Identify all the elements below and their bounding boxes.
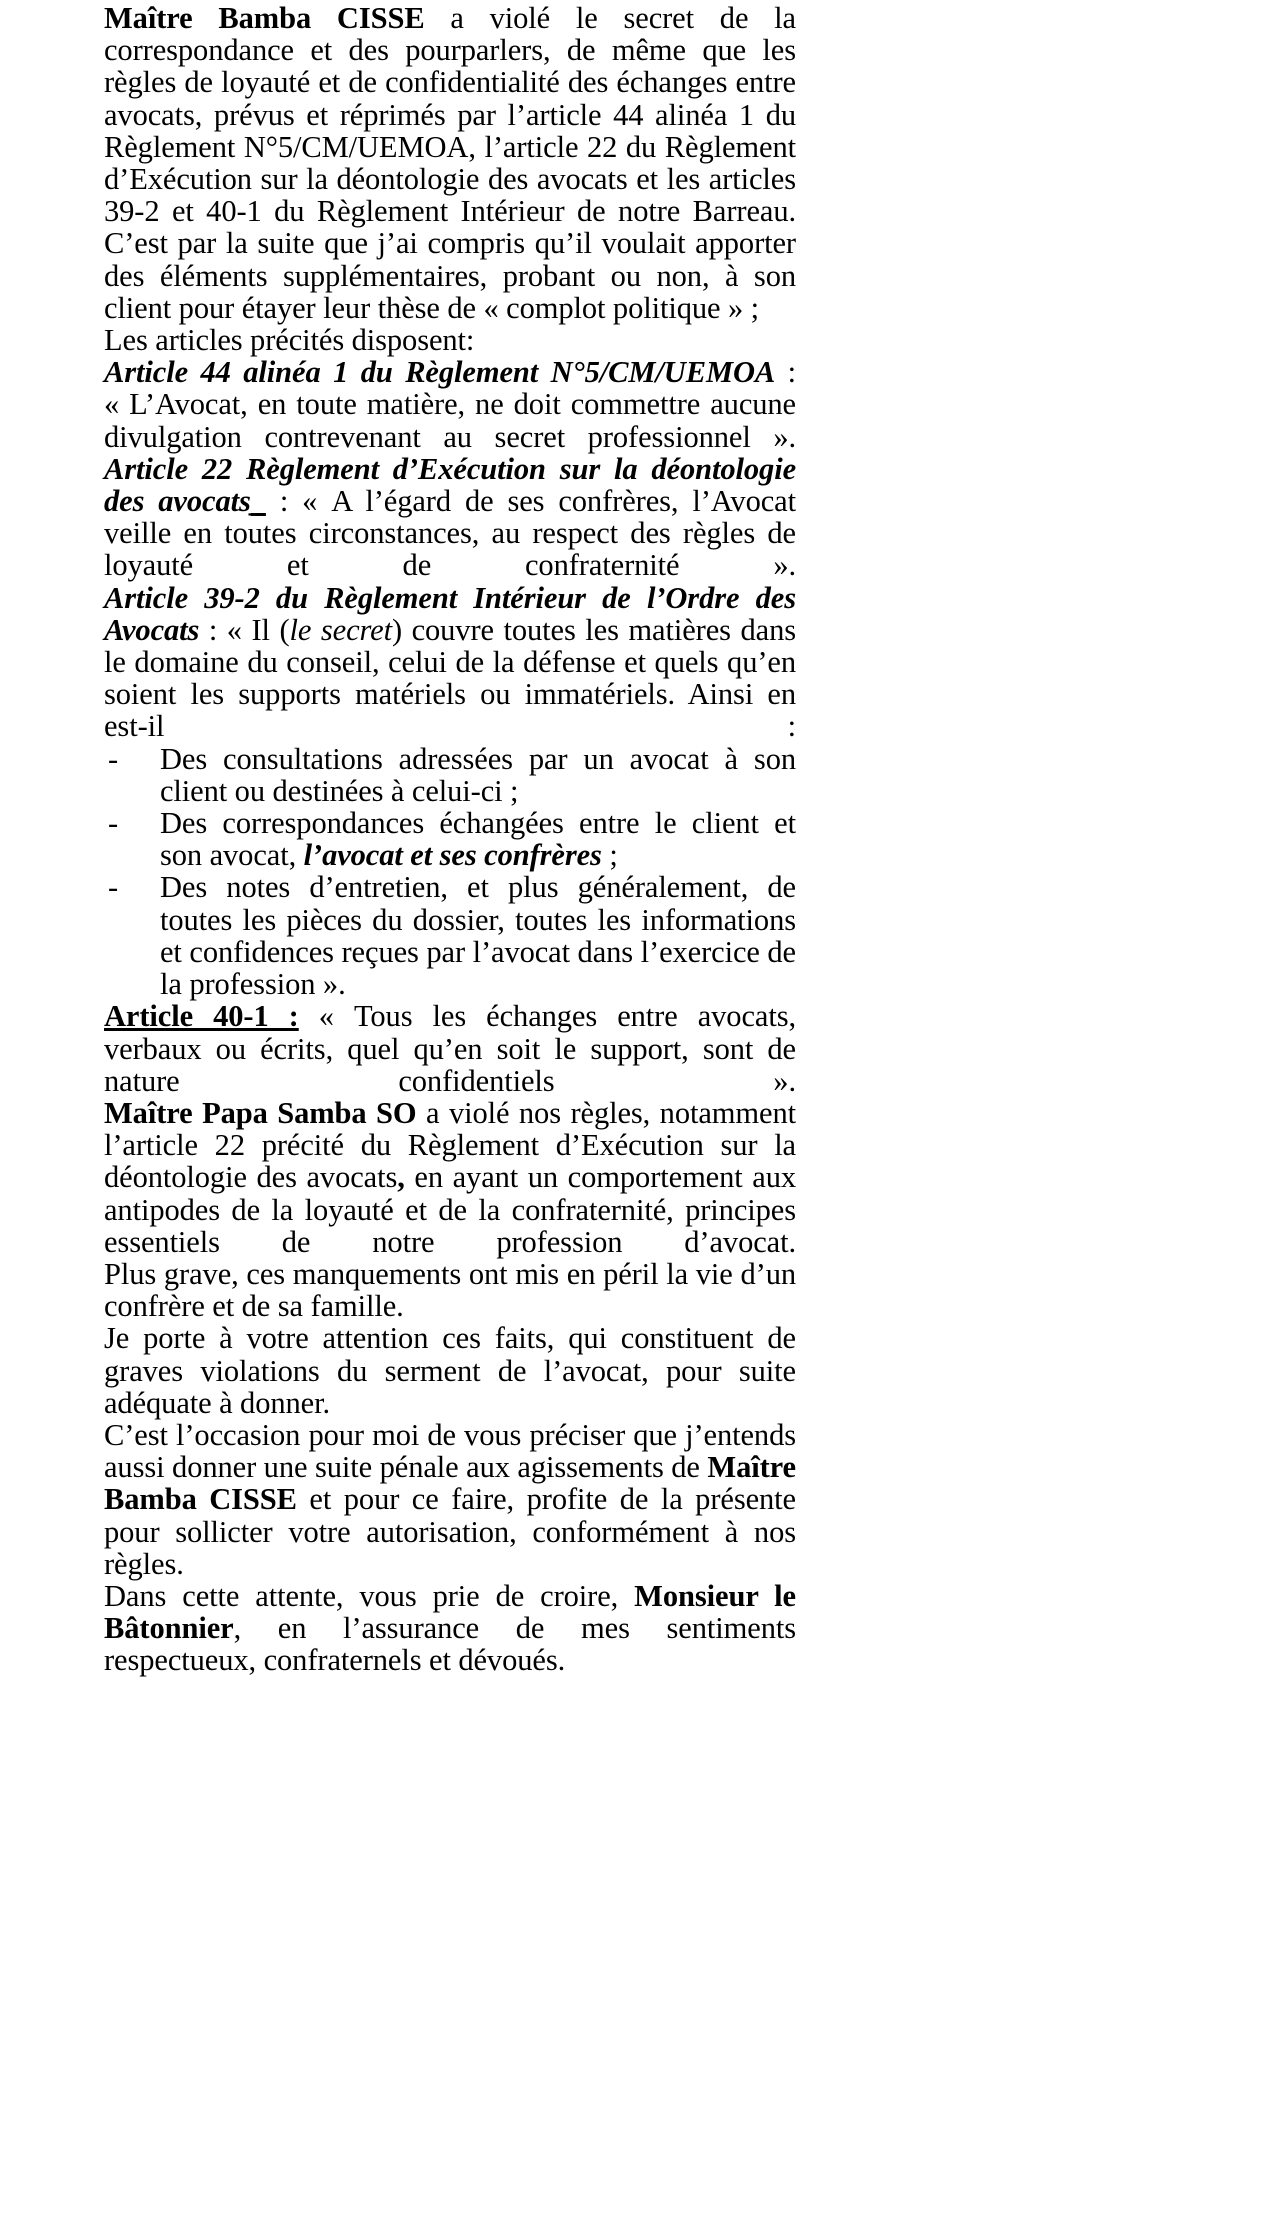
article-44-heading: Article 44 alinéa 1 du Règlement N°5/CM/UEMOA	[104, 355, 776, 390]
paragraph-11	[104, 1419, 796, 1580]
paragraph-9	[104, 1258, 796, 1322]
list-item-1-text: Des consultations adressées par un avocat à son client ou destinées à celui-ci ;	[160, 741, 796, 808]
article-22-quote: : « A l’égard de ses confrères, l’Avocat veille en toutes circonstances, au respect des règles de loyauté et de confraternité ».	[104, 484, 796, 583]
article-39-2-gloss-le-secret: le secret	[289, 612, 392, 647]
article-40-1-block	[104, 1000, 796, 1097]
article-22-heading: Article 22 Règlement d’Exécution sur la déontologie des avocats	[104, 451, 796, 519]
paragraph-2	[104, 227, 796, 324]
bullet-dash-icon: -	[108, 741, 119, 776]
article-44-block	[104, 356, 796, 453]
article-22-block	[104, 453, 796, 582]
paragraph-2-text: C’est par la suite que j’ai compris qu’il voulait apporter des éléments supplémentaires, probant ou non, à son client pour étayer leur thèse de « complot politique » ;	[104, 226, 796, 325]
list-item-2-text: Des correspondances échangées entre le client et son avocat,	[160, 806, 796, 873]
paragraph-8-text: a violé nos règles, notamment l’article 22 précité du Règlement d’Exécution sur la déontologie des avocats	[104, 1095, 796, 1195]
paragraph-12-text: Dans cette attente, vous prie de croire,	[104, 1578, 635, 1613]
paragraph-12-tail: , en l’assurance de mes sentiments respectueux, confraternels et dévoués.	[104, 1611, 796, 1678]
list-item-2-emphasis: l’avocat et ses confrères	[303, 838, 602, 873]
list-item	[104, 743, 796, 807]
paragraph-11-text: C’est l’occasion pour moi de vous préciser que j’entends aussi donner une suite pénale aux agissements de	[104, 1417, 796, 1485]
paragraph-papa-samba-so	[104, 1097, 796, 1258]
article-44-quote: : « L’Avocat, en toute matière, ne doit commettre aucune divulgation contrevenant au secret professionnel ».	[104, 355, 797, 454]
paragraph-10-text: Je porte à votre attention ces faits, qui constituent de graves violations du serment de l’avocat, pour suite adéquate à donner.	[104, 1321, 796, 1420]
bullet-dash-icon: -	[108, 870, 119, 905]
bullet-dash-icon: -	[108, 806, 119, 841]
article-40-1-quote: « Tous les échanges entre avocats, verbaux ou écrits, quel qu’en soit le support, sont de nature confidentiels ».	[104, 999, 796, 1098]
document-text-body	[104, 2, 796, 1677]
name-bamba-cisse-2: Maître Bamba CISSE	[104, 1450, 796, 1517]
list-item	[104, 871, 796, 1000]
paragraph-1	[104, 2, 796, 227]
article-40-1-heading: Article 40-1 :	[104, 999, 299, 1034]
paragraph-8-bold-comma: ,	[397, 1160, 405, 1195]
paragraph-3-text: Les articles précités disposent:	[104, 323, 475, 358]
paragraph-8-tail: en ayant un comportement aux antipodes de la loyauté et de la confraternité, principes essentiels de notre profession d’avocat.	[104, 1160, 797, 1259]
article-39-2-heading: Article 39-2 du Règlement Intérieur de l’Ordre des Avocats	[104, 580, 796, 647]
list-item-2-tail: ;	[601, 838, 618, 873]
article-22-heading-underscore: _	[250, 484, 266, 519]
article-39-2-quote-part1: : « Il (	[199, 612, 290, 647]
list-item-3-text: Des notes d’entretien, et plus généralement, de toutes les pièces du dossier, toutes les informations et confidences reçues par l’avocat dans l’exercice de la profession ».	[160, 870, 796, 1002]
paragraph-3-intro	[104, 324, 796, 356]
paragraph-1-text: a violé le secret de la correspondance et des pourparlers, de même que les règles de loyauté et de confidentialité des échanges entre avocats, prévus et réprimés par l’article 44 alinéa 1 du Règlement N°5/CM/UEMOA, l’article 22 du Règlement d’Exécution sur la déontologie des avocats et les articles 39-2 et 40-1 du Règlement Intérieur de notre Barreau.	[104, 1, 796, 229]
salutation-monsieur-le-batonnier: Monsieur le Bâtonnier	[104, 1578, 796, 1646]
lead-name-bamba-cisse: Maître Bamba CISSE	[104, 1, 425, 35]
name-papa-samba-so: Maître Papa Samba SO	[104, 1095, 417, 1130]
paragraph-closing	[104, 1580, 796, 1677]
article-39-2-block	[104, 582, 796, 743]
article-39-2-quote-part2: ) couvre toutes les matières dans le domaine du conseil, celui de la défense et quels qu’en soient les supports matériels ou immatériels. Ainsi en est-il :	[104, 612, 796, 744]
list-item	[104, 807, 796, 871]
paragraph-9-text: Plus grave, ces manquements ont mis en péril la vie d’un confrère et de sa famille.	[104, 1256, 796, 1324]
paragraph-11-tail: et pour ce faire, profite de la présente pour sollicter votre autorisation, conformément à nos règles.	[104, 1482, 796, 1581]
paragraph-10	[104, 1322, 796, 1419]
secret-scope-list	[104, 743, 796, 1001]
